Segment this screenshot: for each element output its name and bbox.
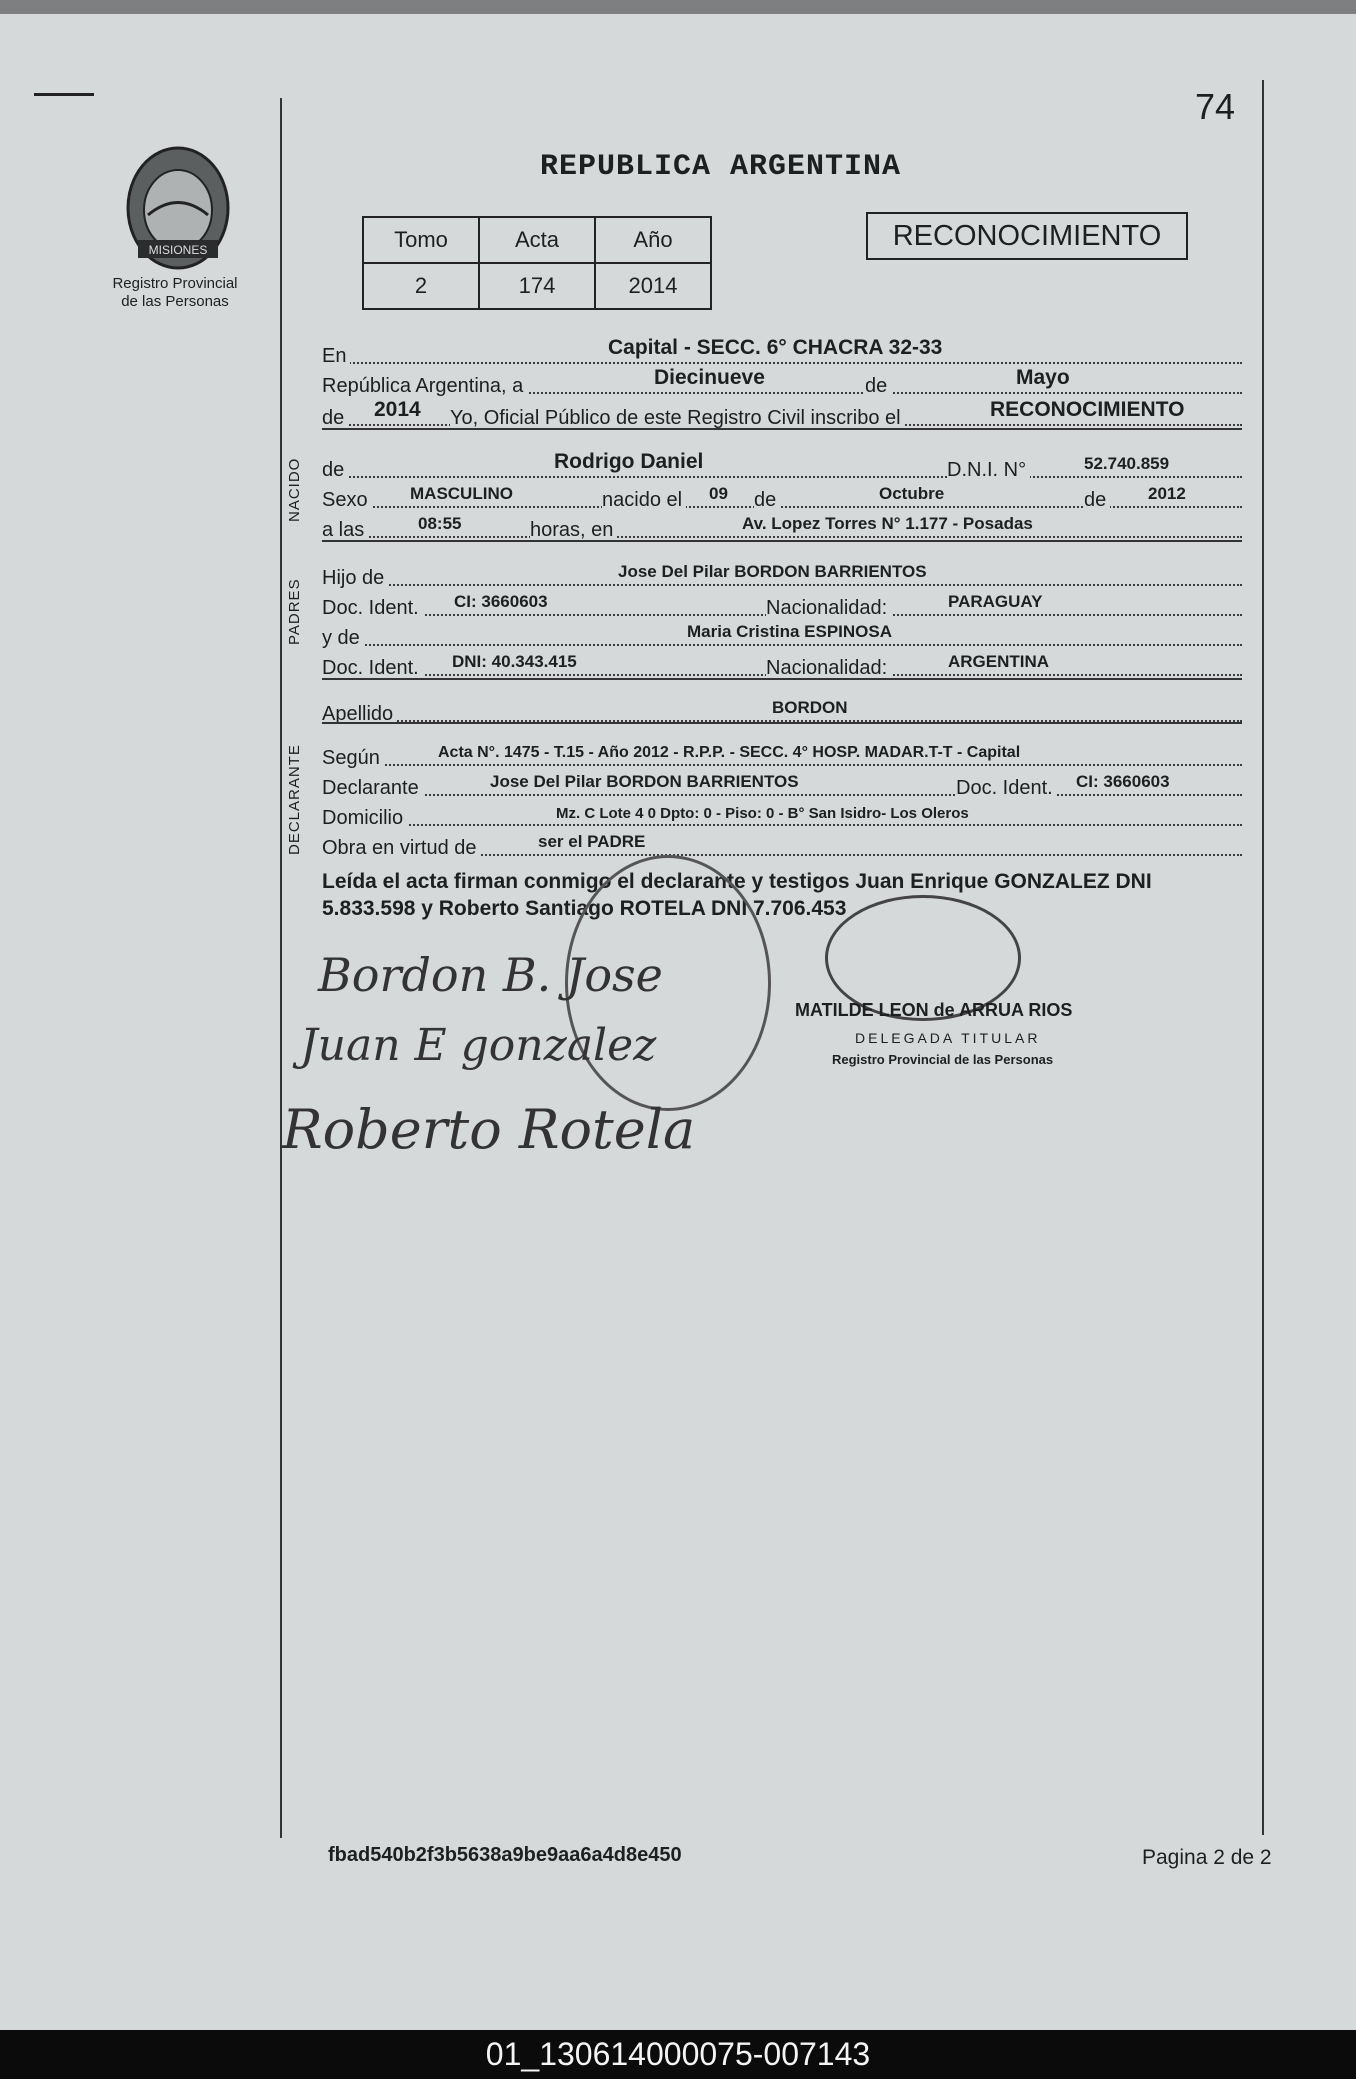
day-value: Diecinueve xyxy=(654,366,765,389)
separator xyxy=(322,678,1242,680)
sex-value: MASCULINO xyxy=(410,484,513,503)
label-a-las: a las xyxy=(322,519,368,542)
record-type-box: RECONOCIMIENTO xyxy=(866,212,1188,260)
label-doc: Doc. Ident. xyxy=(322,657,423,680)
father-nat-value: PARAGUAY xyxy=(948,592,1043,611)
row-en xyxy=(322,332,1242,367)
logo-text: MISIONES xyxy=(148,243,208,257)
stamp-org: Registro Provincial de las Personas xyxy=(832,1052,1054,1067)
label-nacionalidad: Nacionalidad: xyxy=(766,597,891,620)
signature-witness-1: Juan E gonzalez xyxy=(300,1020,657,1071)
row-time xyxy=(322,506,1242,541)
inscribed-value: RECONOCIMIENTO xyxy=(990,398,1185,421)
label-dni: D.N.I. N° xyxy=(947,459,1030,482)
side-label-padres: PADRES xyxy=(286,578,303,645)
row-domicilio xyxy=(322,794,1242,829)
scan-top-edge xyxy=(0,0,1356,14)
person-value: Rodrigo Daniel xyxy=(554,450,704,473)
label-en: En xyxy=(322,345,350,368)
label-doc: Doc. Ident. xyxy=(956,777,1057,800)
row-mother xyxy=(322,614,1242,649)
birth-month-value: Octubre xyxy=(879,484,945,503)
label-yo-oficial: Yo, Oficial Público de este Registro Civil inscribo el xyxy=(450,407,905,430)
label-apellido: Apellido xyxy=(322,703,397,726)
separator xyxy=(322,540,1242,542)
label-nacionalidad: Nacionalidad: xyxy=(766,657,891,680)
label-declarante: Declarante xyxy=(322,777,423,800)
label-y-de: y de xyxy=(322,627,364,650)
month-value: Mayo xyxy=(1016,366,1070,389)
obra-value: ser el PADRE xyxy=(538,832,646,851)
label-de-person: de xyxy=(322,459,348,482)
declarante-value: Jose Del Pilar BORDON BARRIENTOS xyxy=(490,772,799,791)
birth-place-value: Av. Lopez Torres N° 1.177 - Posadas xyxy=(742,514,1033,533)
act-table-header xyxy=(363,217,711,263)
value-tomo: 2 xyxy=(363,263,479,309)
separator xyxy=(322,428,1242,430)
row-surname xyxy=(322,690,1242,725)
corner-mark xyxy=(34,93,94,96)
header-tomo: Tomo xyxy=(363,217,479,263)
label-segun: Según xyxy=(322,747,384,770)
place-value: Capital - SECC. 6° CHACRA 32-33 xyxy=(608,336,943,359)
label-republica: República Argentina, a xyxy=(322,375,527,398)
row-declarante xyxy=(322,764,1242,799)
label-hijo: Hijo de xyxy=(322,567,388,590)
label-de-birth-year: de xyxy=(1084,489,1110,512)
header-acta: Acta xyxy=(479,217,595,263)
stamp-name: MATILDE LEON de ARRUA RIOS xyxy=(795,1000,1073,1020)
left-margin-line xyxy=(280,98,282,1838)
country-title: REPUBLICA ARGENTINA xyxy=(540,150,902,184)
row-mother-doc xyxy=(322,644,1242,679)
segun-value: Acta N°. 1475 - T.15 - Año 2012 - R.P.P. - SECC. 4° HOSP. MADAR.T-T - Capital xyxy=(438,744,1021,761)
father-doc-value: CI: 3660603 xyxy=(454,592,548,611)
side-label-declarante: DECLARANTE xyxy=(286,744,303,855)
label-domicilio: Domicilio xyxy=(322,807,407,830)
row-date xyxy=(322,362,1242,397)
stamp-role: DELEGADA TITULAR xyxy=(855,1030,1041,1046)
document-hash: fbad540b2f3b5638a9be9aa6a4d8e450 xyxy=(328,1844,682,1866)
signature-declarante: Bordon B. Jose xyxy=(318,948,663,1002)
signature-witness-2: Roberto Rotela xyxy=(282,1098,696,1161)
birth-year-value: 2012 xyxy=(1148,484,1186,503)
label-obra: Obra en virtud de xyxy=(322,837,481,860)
registry-line-2: de las Personas xyxy=(121,293,229,310)
registry-name xyxy=(100,275,250,311)
separator xyxy=(322,722,1242,724)
act-table-values xyxy=(363,263,711,309)
surname-value: BORDON xyxy=(772,698,848,717)
row-obra xyxy=(322,824,1242,859)
header-ano: Año xyxy=(595,217,711,263)
label-de-month: de xyxy=(754,489,780,512)
scan-id-bar: 01_130614000075-007143 xyxy=(0,2030,1356,2079)
mother-nat-value: ARGENTINA xyxy=(948,652,1050,671)
page-count: Pagina 2 de 2 xyxy=(1142,1846,1272,1869)
domicilio-value: Mz. C Lote 4 0 Dpto: 0 - Piso: 0 - B° San Isidro- Los Oleros xyxy=(556,805,969,822)
row-father xyxy=(322,554,1242,589)
declarante-doc-value: CI: 3660603 xyxy=(1076,772,1170,791)
label-de: de xyxy=(865,375,891,398)
label-de-year: de xyxy=(322,407,348,430)
side-label-nacido: NACIDO xyxy=(286,457,303,522)
value-ano: 2014 xyxy=(595,263,711,309)
right-margin-line xyxy=(1262,80,1264,1835)
row-year xyxy=(322,394,1242,429)
row-person xyxy=(322,446,1242,481)
label-nacido: nacido el xyxy=(602,489,686,512)
mother-doc-value: DNI: 40.343.415 xyxy=(452,652,577,671)
mother-value: Maria Cristina ESPINOSA xyxy=(687,622,893,641)
closing-statement: Leída el acta firman conmigo el declarante y testigos Juan Enrique GONZALEZ DNI 5.833.598 y Roberto Santiago ROTELA DNI 7.706.453 xyxy=(322,870,1152,920)
dni-value: 52.740.859 xyxy=(1084,454,1170,473)
row-father-doc xyxy=(322,584,1242,619)
act-table xyxy=(362,216,712,310)
misiones-coat-of-arms-icon xyxy=(118,140,238,275)
father-value: Jose Del Pilar BORDON BARRIENTOS xyxy=(618,562,927,581)
birth-day-value: 09 xyxy=(709,484,728,503)
label-sexo: Sexo xyxy=(322,489,372,512)
row-sex xyxy=(322,476,1242,511)
page-number: 74 xyxy=(1195,86,1236,127)
row-segun xyxy=(322,734,1242,769)
value-acta: 174 xyxy=(479,263,595,309)
label-doc: Doc. Ident. xyxy=(322,597,423,620)
time-value: 08:55 xyxy=(418,514,462,533)
registry-line-1: Registro Provincial xyxy=(112,275,238,292)
year-value: 2014 xyxy=(374,398,421,421)
label-horas: horas, en xyxy=(530,519,617,542)
